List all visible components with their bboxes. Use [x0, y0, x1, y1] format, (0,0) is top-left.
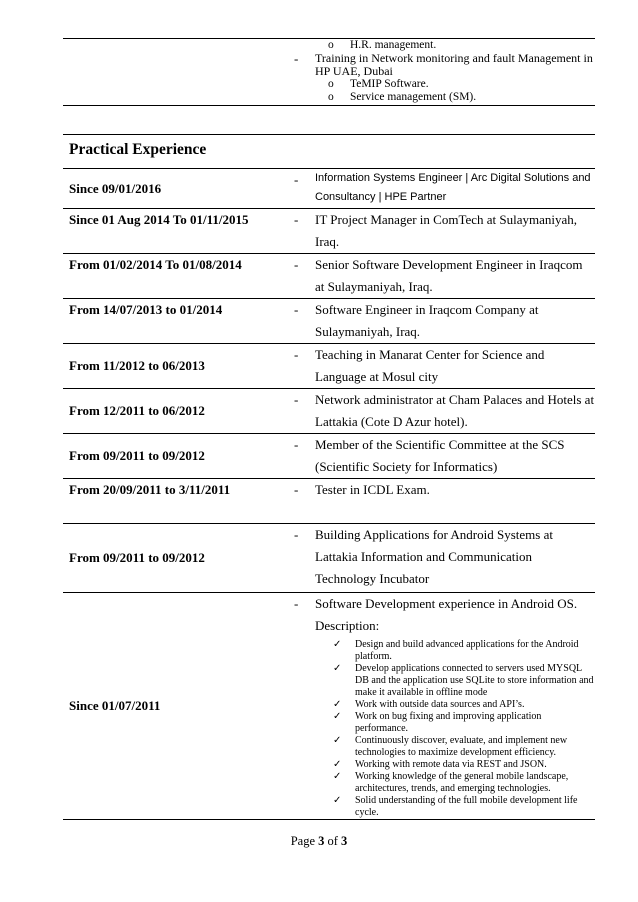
list-item: ✓ Develop applications connected to servers used MYSQL DB and the application use SQLite to store information and make it available in offline mode	[333, 663, 594, 698]
section-heading: Practical Experience	[69, 141, 207, 158]
list-item: ✓ Solid understanding of the full mobile development life cycle.	[333, 795, 578, 818]
role-cell: - Tester in ICDL Exam.	[294, 482, 430, 497]
total-pages: 3	[341, 834, 348, 848]
role-cell: - IT Project Manager in ComTech at Sulaymaniyah, Iraq.	[294, 212, 578, 249]
document-body	[63, 0, 595, 820]
experience-row	[63, 389, 595, 434]
training-item: - Training in Network monitoring and fault Management in HP UAE, Dubai	[294, 51, 593, 78]
role-cell: - Senior Software Development Engineer in Iraqcom at Sulaymaniyah, Iraq.	[294, 257, 583, 294]
list-item: ✓ Work on bug fixing and improving application performance.	[333, 711, 542, 734]
date-cell: From 01/02/2014 To 01/08/2014	[69, 257, 242, 272]
date-cell: From 09/2011 to 09/2012	[69, 550, 205, 565]
list-item: ✓ Working knowledge of the general mobile landscape, architectures, trends, and emerging technologies.	[333, 771, 569, 794]
role-cell: - Software Engineer in Iraqcom Company at Sulaymaniyah, Iraq.	[294, 302, 539, 339]
date-cell: From 09/2011 to 09/2012	[69, 448, 205, 463]
duties-list	[284, 639, 595, 819]
check-icon: ✓	[333, 795, 342, 806]
sub-item: o TeMIP Software.	[328, 78, 429, 90]
experience-row	[63, 254, 595, 299]
sub-item: o H.R. management.	[328, 39, 437, 51]
date-cell: From 12/2011 to 06/2012	[69, 403, 205, 418]
list-item: ✓ Work with outside data sources and API’s.	[333, 699, 525, 710]
date-cell: Since 01/07/2011	[69, 698, 161, 713]
check-icon: ✓	[333, 771, 342, 782]
experience-row	[63, 209, 595, 254]
role-cell: - Information Systems Engineer | Arc Digital Solutions and Consultancy | HPE Partner	[294, 172, 591, 203]
list-item: ✓ Design and build advanced applications for the Android platform.	[333, 639, 579, 662]
date-cell: Since 09/01/2016	[69, 180, 162, 196]
role-cell: - Software Development experience in Android OS. Description: ✓ Design and build advanced applications for the Android platform. ✓ Develop applications connected to servers used MYSQL DB and the application use SQLite to store information and make it available in offline mode ✓ Work with outside data sources and API’s. ✓ Work on bug fixing and improving application performance. ✓ Continuously discover, evaluate, and implement new technologies to maximize development efficiency. ✓ Working with remote data via REST and JSON. ✓ Working knowledge of the general mobile landscape, architectures, trends, and emerging technologies. ✓ Solid understanding of the full mobile development life cycle.	[284, 593, 595, 819]
role-cell: - Teaching in Manarat Center for Science and Language at Mosul city	[294, 347, 545, 384]
role-cell: - Network administrator at Cham Palaces and Hotels at Lattakia (Cote D Azur hotel).	[294, 392, 595, 429]
list-item: ✓ Continuously discover, evaluate, and implement new technologies to maximize development efficiency.	[333, 735, 568, 758]
date-cell: From 11/2012 to 06/2013	[69, 358, 205, 373]
experience-row	[63, 479, 595, 524]
list-item: ✓ Working with remote data via REST and JSON.	[333, 759, 547, 770]
training-section	[63, 39, 595, 105]
page-footer	[0, 834, 638, 849]
description-label: Description:	[315, 618, 380, 633]
experience-row	[63, 344, 595, 389]
sub-item: o Service management (SM).	[328, 91, 477, 103]
check-icon: ✓	[333, 735, 342, 746]
section-rule	[63, 105, 595, 106]
date-cell: From 14/07/2013 to 01/2014	[69, 302, 223, 317]
current-page: 3	[318, 834, 325, 848]
check-icon: ✓	[333, 711, 342, 722]
page-word: Page	[290, 834, 315, 848]
experience-row	[63, 169, 595, 209]
experience-row	[63, 593, 595, 820]
role-cell: - Member of the Scientific Committee at the SCS (Scientific Society for Informatics)	[294, 437, 565, 474]
check-icon: ✓	[333, 699, 342, 710]
of-word: of	[327, 834, 338, 848]
role-cell: - Building Applications for Android Systems at Lattakia Information and Communication Technology Incubator	[294, 527, 553, 586]
date-cell: From 20/09/2011 to 3/11/2011	[69, 482, 231, 497]
experience-row	[63, 524, 595, 593]
experience-row	[63, 299, 595, 344]
date-cell: Since 01 Aug 2014 To 01/11/2015	[69, 212, 249, 227]
check-icon: ✓	[333, 663, 342, 674]
check-icon: ✓	[333, 639, 342, 650]
experience-row	[63, 434, 595, 479]
check-icon: ✓	[333, 759, 342, 770]
